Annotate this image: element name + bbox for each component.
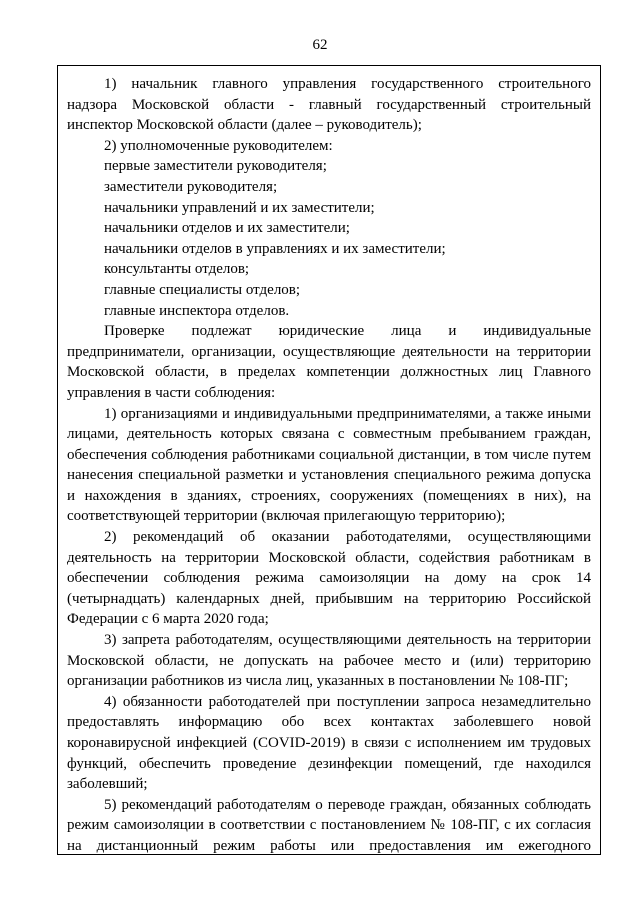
text-line: 1) начальник главного управления государственного строительного — [104, 76, 591, 92]
text-line: (четырнадцать) календарных дней, прибывшим на территорию Российской — [67, 590, 591, 607]
text-line: 3) запрета работодателям, осуществляющими деятельность на территории — [104, 632, 591, 649]
text-line: Московской области, не допускать на рабочее место и (или) территорию — [67, 652, 591, 669]
text-line: управления в части соблюдения: — [67, 384, 276, 401]
text-line: лицами, деятельность которых связана с совместным пребыванием граждан, — [67, 426, 591, 443]
text-line: 4) обязанности работодателей при поступлении запроса незамедлительно — [104, 693, 591, 710]
text-line: начальники отделов и их заместители; — [104, 220, 350, 237]
text-line: Федерации с 6 марта 2020 года; — [67, 611, 269, 628]
text-line: 2) рекомендаций об оказании работодателями, осуществляющими — [104, 529, 591, 546]
text-line: режим самоизоляции в соответствии с постановлением № 108-ПГ, с их согласия — [67, 817, 591, 834]
text-line: обеспечения соблюдения работниками социальной дистанции, в том числе путем — [67, 446, 591, 463]
text-line: 5) рекомендаций работодателям о переводе граждан, обязанных соблюдать — [104, 796, 591, 813]
text-line: предприниматели, организации, осуществляющие деятельности на территории — [67, 343, 591, 360]
text-line: инспектор Московской области (далее – руководитель); — [67, 117, 422, 134]
text-line: предоставлять информацию обо всех контактах заболевшего новой — [67, 714, 591, 731]
text-line: консультанты отделов; — [104, 261, 250, 278]
text-line: функций, обеспечить проведение дезинфекции помещений, где находился — [67, 755, 591, 772]
text-line: начальники управлений и их заместители; — [104, 199, 375, 216]
document-body — [67, 74, 591, 855]
text-line: обеспечении соблюдения режима самоизоляции на дому на срок 14 — [67, 570, 591, 587]
text-line: заболевший; — [67, 776, 148, 793]
text-frame — [57, 65, 601, 855]
text-line: нанесения специальной разметки и установления специального режима допуска — [67, 467, 591, 484]
text-line: Московской области, в пределах компетенции должностных лиц Главного — [67, 364, 591, 381]
text-line: и нахождения в зданиях, строениях, сооружениях (помещениях в них), на — [67, 487, 591, 504]
text-line: организации работников из числа лиц, указанных в постановлении № 108-ПГ; — [67, 673, 569, 690]
text-line: первые заместители руководителя; — [104, 158, 327, 175]
page-number: 62 — [312, 37, 328, 53]
text-line: 1) организациями и индивидуальными предпринимателями, а также иными — [104, 405, 591, 422]
text-line: 2) уполномоченные руководителем: — [104, 137, 333, 154]
text-line: начальники отделов в управлениях и их заместители; — [104, 240, 446, 257]
text-line: заместители руководителя; — [104, 178, 278, 195]
text-line: коронавирусной инфекцией (COVID-2019) в связи с исполнением им трудовых — [67, 735, 591, 751]
text-line: главные специалисты отделов; — [104, 281, 301, 298]
text-line: соответствующей территории (включая прилегающую территорию); — [67, 508, 506, 525]
text-line: надзора Московской области - главный государственный строительный — [67, 96, 591, 113]
text-line: на дистанционный режим работы или предоставления им ежегодного — [67, 837, 591, 854]
text-line: деятельность на территории Московской области, содействия работникам в — [67, 549, 591, 566]
text-line: Проверке подлежат юридические лица и индивидуальные — [104, 323, 591, 340]
text-line: главные инспектора отделов. — [104, 302, 290, 319]
